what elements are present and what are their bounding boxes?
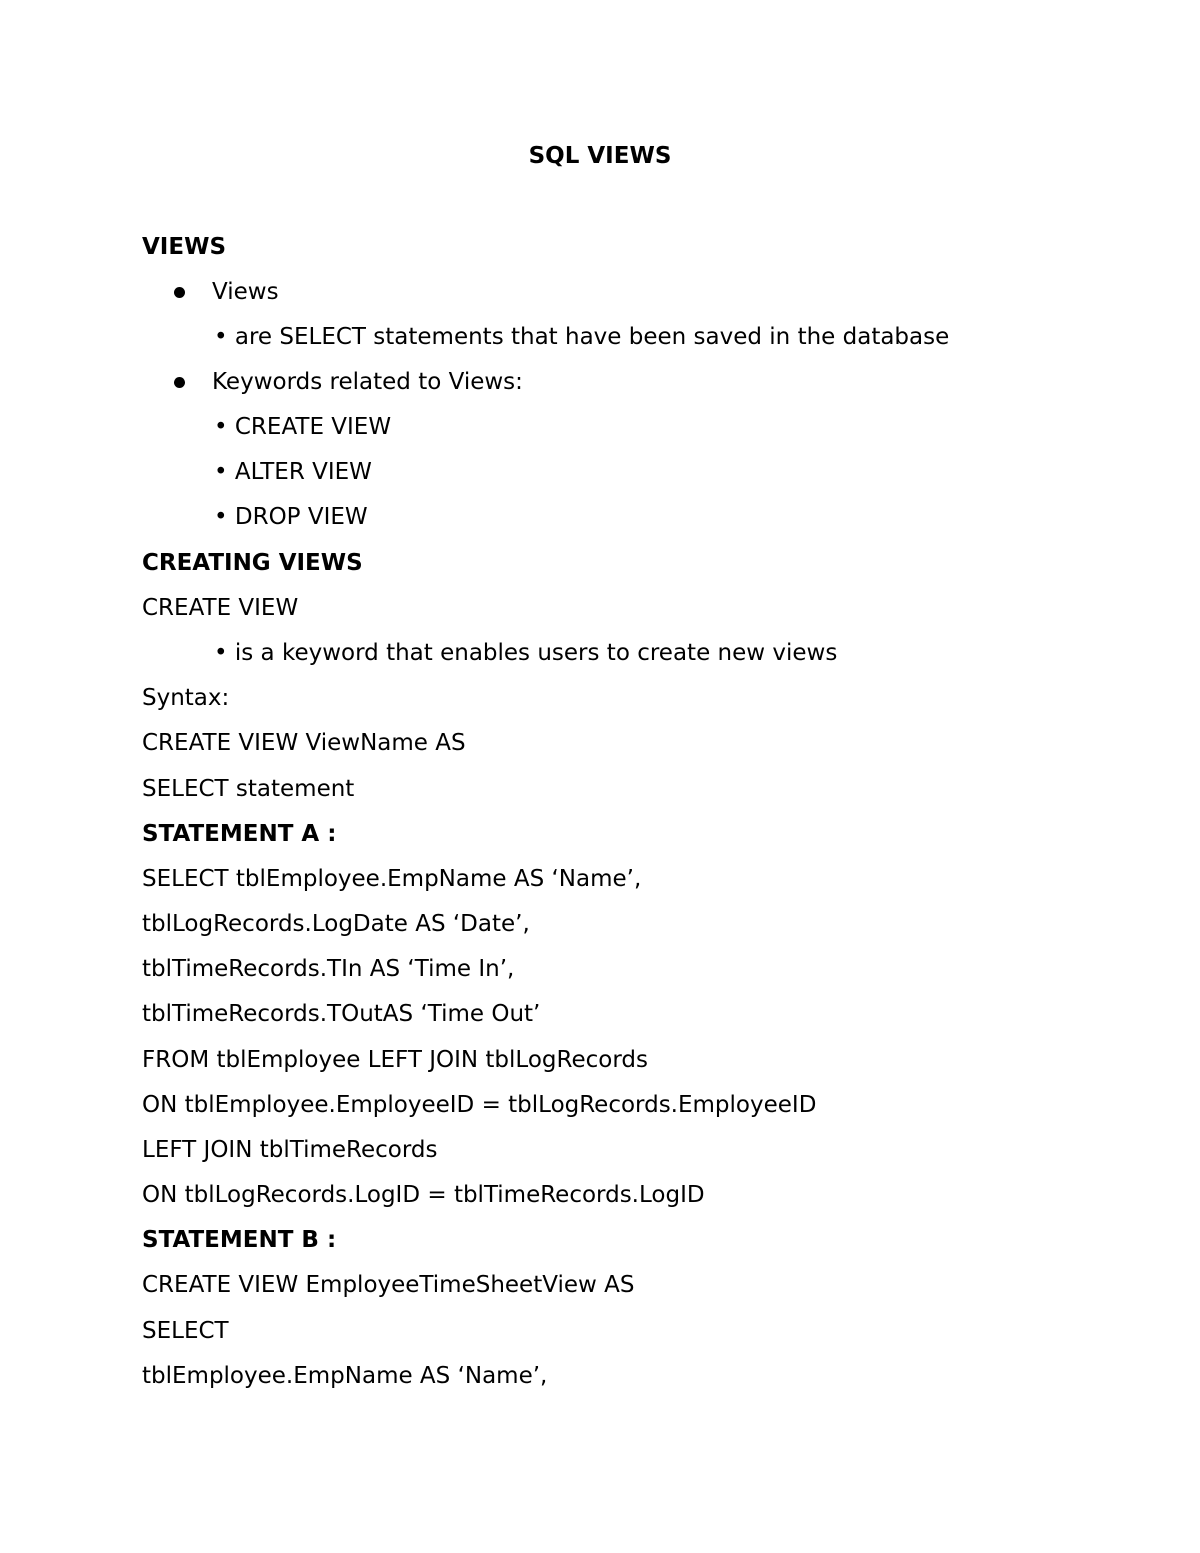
code-line: LEFT JOIN tblTimeRecords [142,1137,438,1163]
statement-a-heading: STATEMENT A : [142,821,337,847]
code-line: SELECT tblEmployee.EmpName AS ‘Name’, [142,866,642,892]
document-title: SQL VIEWS [528,143,672,169]
code-line: tblTimeRecords.TIn AS ‘Time In’, [142,956,515,982]
code-line: ON tblLogRecords.LogID = tblTimeRecords.LogID [142,1182,705,1208]
bullet-keywords: Keywords related to Views: [212,369,523,395]
syntax-label: Syntax: [142,685,230,711]
views-definition: • are SELECT statements that have been saved in the database [214,324,950,350]
keyword-drop-view: • DROP VIEW [214,504,368,530]
code-line: FROM tblEmployee LEFT JOIN tblLogRecords [142,1047,648,1073]
code-line: CREATE VIEW EmployeeTimeSheetView AS [142,1272,635,1298]
code-line: SELECT [142,1318,229,1344]
syntax-line: SELECT statement [142,776,355,802]
heading-views: VIEWS [142,234,227,260]
statement-b-heading: STATEMENT B : [142,1227,337,1253]
create-view-description: • is a keyword that enables users to create new views [214,640,838,666]
create-view-term: CREATE VIEW [142,595,299,621]
bullet-views: Views [212,279,279,305]
bullet-dot-icon [174,287,185,298]
code-line: tblTimeRecords.TOutAS ‘Time Out’ [142,1001,541,1027]
keyword-alter-view: • ALTER VIEW [214,459,372,485]
syntax-line: CREATE VIEW ViewName AS [142,730,466,756]
code-line: tblEmployee.EmpName AS ‘Name’, [142,1363,548,1389]
code-line: tblLogRecords.LogDate AS ‘Date’, [142,911,530,937]
code-line: ON tblEmployee.EmployeeID = tblLogRecords.EmployeeID [142,1092,817,1118]
keyword-create-view: • CREATE VIEW [214,414,392,440]
bullet-dot-icon [174,377,185,388]
heading-creating-views: CREATING VIEWS [142,550,363,576]
